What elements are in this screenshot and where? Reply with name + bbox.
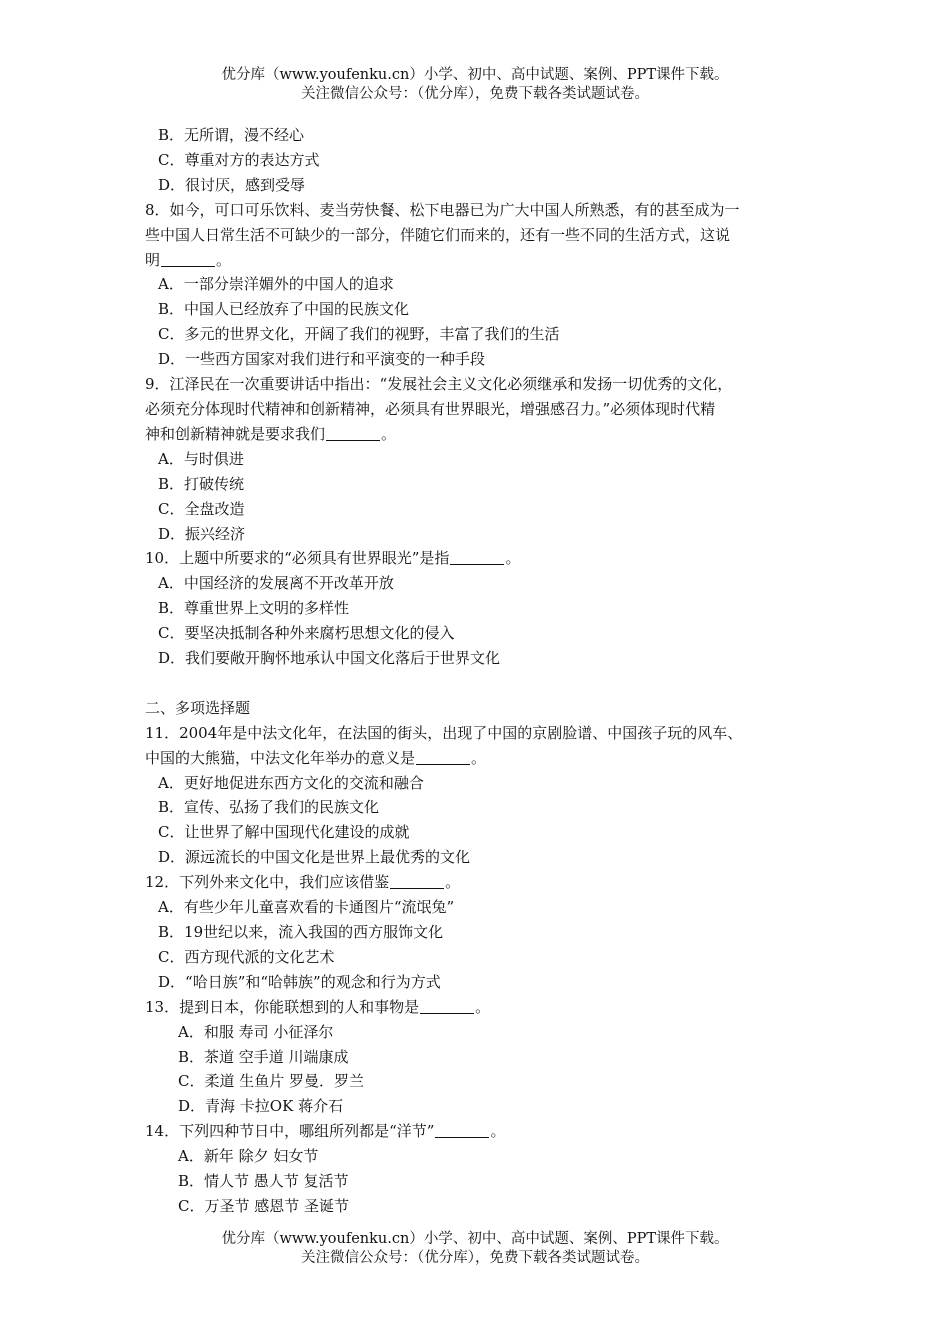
q12-stem-end: 。 xyxy=(445,873,461,892)
q13-option-b: B．茶道 空手道 川端康成 xyxy=(178,1047,349,1066)
q7-option-b: B．无所谓，漫不经心 xyxy=(158,126,305,144)
answer-blank xyxy=(326,425,380,441)
q12-option-a: A．有些少年儿童喜欢看的卡通图片“流氓兔” xyxy=(158,898,455,917)
q8-stem-line-1: 8．如今，可口可乐饮料、麦当劳快餐、松下电器已为广大中国人所熟悉，有的甚至成为一 xyxy=(145,200,740,219)
q10-option-a: A．中国经济的发展离不开改革开放 xyxy=(158,574,394,593)
q14-option-b: B．情人节 愚人节 复活节 xyxy=(178,1172,349,1191)
q8-stem-line-2: 些中国人日常生活不可缺少的一部分，伴随它们而来的，还有一些不同的生活方式，这说 xyxy=(145,225,731,244)
q12-option-c: C．西方现代派的文化艺术 xyxy=(158,947,335,966)
question-9 xyxy=(145,372,810,546)
q9-stem-text: 神和创新精神就是要求我们 xyxy=(145,424,326,443)
q10-stem xyxy=(145,546,810,571)
q12-option-d: D．“哈日族”和“哈韩族”的观念和行为方式 xyxy=(158,972,441,991)
q10-stem-end: 。 xyxy=(505,549,521,568)
q10-option-b: B．尊重世界上文明的多样性 xyxy=(158,599,350,618)
q13-stem-end: 。 xyxy=(475,997,491,1016)
q10-option-d: D．我们要敞开胸怀地承认中国文化落后于世界文化 xyxy=(158,649,501,668)
q8-stem-end: 。 xyxy=(216,250,232,269)
q9-option-d: D．振兴经济 xyxy=(158,524,246,543)
section-2-title: 二、多项选择题 xyxy=(145,698,251,717)
q9-stem-end: 。 xyxy=(381,424,397,443)
q13-stem xyxy=(145,995,810,1020)
page-header xyxy=(0,66,950,104)
q14-option-c: C．万圣节 感恩节 圣诞节 xyxy=(178,1196,350,1215)
answer-blank xyxy=(416,749,470,765)
question-11 xyxy=(145,721,810,870)
q13-stem-text: 13．提到日本，你能联想到的人和事物是 xyxy=(145,997,420,1016)
q13-option-a: A．和服 寿司 小征泽尔 xyxy=(178,1022,334,1041)
header-line-2: 关注微信公众号：（优分库），免费下载各类试题试卷。 xyxy=(301,86,649,102)
q14-option-a: A．新年 除夕 妇女节 xyxy=(178,1147,319,1166)
q14-stem xyxy=(145,1119,810,1144)
q7-option-d: D．很讨厌，感到受辱 xyxy=(158,175,306,194)
question-13 xyxy=(145,995,810,1120)
q8-option-a: A．一部分崇洋媚外的中国人的追求 xyxy=(158,275,394,294)
q9-option-a: A．与时俱进 xyxy=(158,449,244,468)
question-7-options xyxy=(145,123,810,198)
section-gap xyxy=(145,671,810,696)
q9-option-b: B．打破传统 xyxy=(158,474,245,493)
q11-stem-text: 中国的大熊猫，中法文化年举办的意义是 xyxy=(145,748,416,767)
question-10 xyxy=(145,546,810,671)
answer-blank xyxy=(161,251,215,267)
document-body xyxy=(145,123,810,1219)
q11-stem-line-2 xyxy=(145,746,810,771)
page-footer xyxy=(0,1230,950,1268)
footer-line-2: 关注微信公众号：（优分库），免费下载各类试题试卷。 xyxy=(301,1250,649,1266)
q11-option-a: A．更好地促进东西方文化的交流和融合 xyxy=(158,773,424,792)
q8-stem-text: 明 xyxy=(145,250,161,269)
question-14 xyxy=(145,1119,810,1219)
header-line-1: 优分库（www.youfenku.cn）小学、初中、高中试题、案例、PPT课件下载。 xyxy=(221,67,729,83)
q11-option-c: C．让世界了解中国现代化建设的成就 xyxy=(158,823,410,842)
question-12 xyxy=(145,870,810,995)
q9-stem-line-2: 必须充分体现时代精神和创新精神，必须具有世界眼光，增强感召力。”必须体现时代精 xyxy=(145,399,716,418)
q14-stem-end: 。 xyxy=(490,1122,506,1141)
q9-option-c: C．全盘改造 xyxy=(158,499,245,518)
q12-stem xyxy=(145,870,810,895)
q8-option-d: D．一些西方国家对我们进行和平演变的一种手段 xyxy=(158,350,486,369)
q7-option-c: C．尊重对方的表达方式 xyxy=(158,150,320,169)
answer-blank xyxy=(450,549,504,565)
answer-blank xyxy=(390,873,444,889)
q14-stem-text: 14．下列四种节日中，哪组所列都是“洋节” xyxy=(145,1122,435,1141)
q10-option-c: C．要坚决抵制各种外来腐朽思想文化的侵入 xyxy=(158,624,455,643)
question-8 xyxy=(145,198,810,372)
q10-stem-text: 10．上题中所要求的“必须具有世界眼光”是指 xyxy=(145,549,450,568)
footer-line-1: 优分库（www.youfenku.cn）小学、初中、高中试题、案例、PPT课件下载。 xyxy=(221,1231,729,1247)
q13-option-c: C．柔道 生鱼片 罗曼．罗兰 xyxy=(178,1072,365,1091)
q12-stem-text: 12．下列外来文化中，我们应该借鉴 xyxy=(145,873,390,892)
q9-stem-line-1: 9．江泽民在一次重要讲话中指出：“发展社会主义文化必须继承和发扬一切优秀的文化， xyxy=(145,375,733,394)
q13-option-d: D．青海 卡拉OK 蒋介石 xyxy=(178,1097,344,1116)
answer-blank xyxy=(435,1122,489,1138)
q11-option-b: B．宣传、弘扬了我们的民族文化 xyxy=(158,798,380,817)
answer-blank xyxy=(420,998,474,1014)
q12-option-b: B．19世纪以来，流入我国的西方服饰文化 xyxy=(158,922,444,941)
q11-option-d: D．源远流长的中国文化是世界上最优秀的文化 xyxy=(158,848,471,867)
q8-option-c: C．多元的世界文化，开阔了我们的视野，丰富了我们的生活 xyxy=(158,325,560,344)
q11-stem-line-1: 11．2004年是中法文化年，在法国的街头，出现了中国的京剧脸谱、中国孩子玩的风车、 xyxy=(145,723,743,742)
q8-option-b: B．中国人已经放弃了中国的民族文化 xyxy=(158,300,410,319)
q11-stem-end: 。 xyxy=(471,748,487,767)
q9-stem-line-3 xyxy=(145,422,810,447)
q8-stem-line-3 xyxy=(145,248,810,273)
